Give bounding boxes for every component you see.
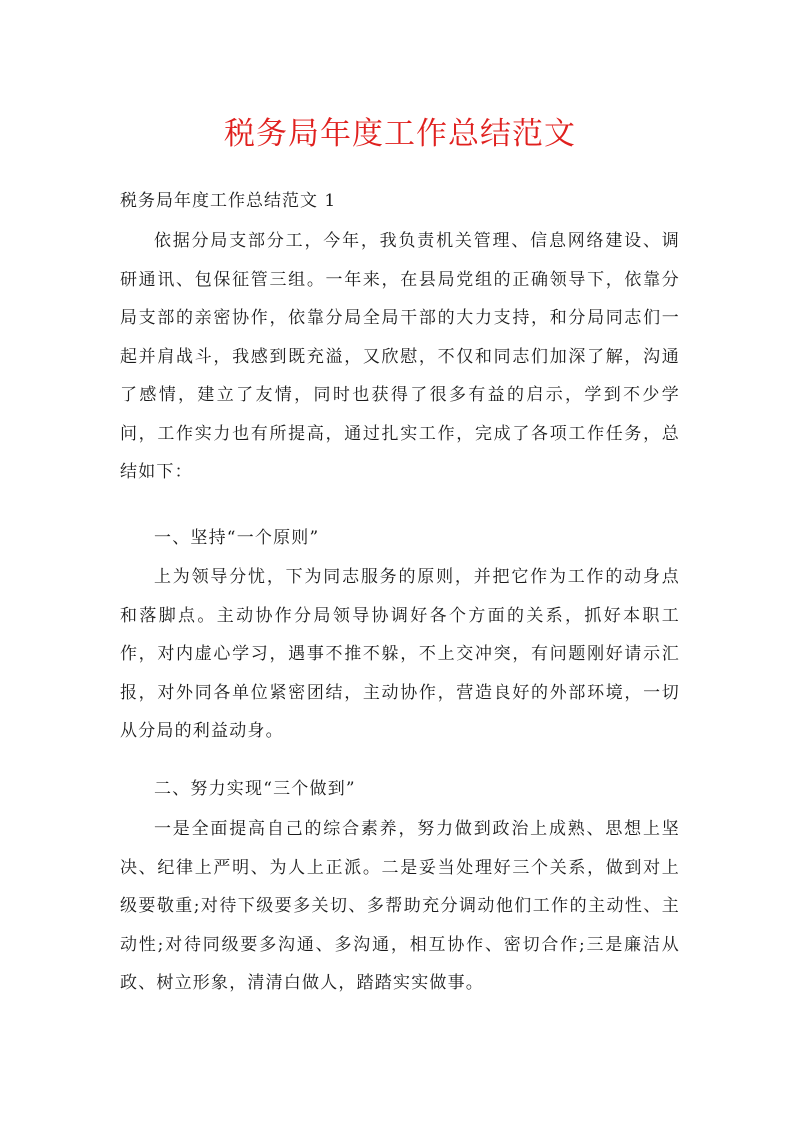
- section-heading-1: 一、坚持“一个原则”: [154, 528, 320, 548]
- paragraph-section-1: 上为领导分忧，下为同志服务的原则，并把它作为工作的动身点和落脚点。主动协作分局领导协调好各个方面的关系，抓好本职工作，对内虚心学习，遇事不推不躲，不上交冲突，有问题刚好请示汇报，对外同各单位紧密团结，主动协作，营造良好的外部环境，一切从分局的利益动身。: [120, 567, 680, 741]
- document-subtitle: 税务局年度工作总结范文 1: [120, 191, 337, 211]
- paragraph-section-2: 一是全面提高自己的综合素养，努力做到政治上成熟、思想上坚决、纪律上严明、为人上正派。二是妥当处理好三个关系，做到对上级要敬重;对待下级要多关切、多帮助充分调动他们工作的主动性、主动性;对待同级要多沟通、多沟通，相互协作、密切合作;三是廉洁从政、树立形象，清清白做人，踏踏实实做事。: [120, 819, 680, 993]
- section-heading-2: 二、努力实现“三个做到”: [154, 779, 356, 799]
- document-title: 税务局年度工作总结范文: [224, 116, 576, 152]
- paragraph-intro: 依据分局支部分工，今年，我负责机关管理、信息网络建设、调研通讯、包保征管三组。一年来，在县局党组的正确领导下，依靠分局支部的亲密协作，依靠分局全局干部的大力支持，和分局同志们一起并肩战斗，我感到既充溢，又欣慰，不仅和同志们加深了解，沟通了感情，建立了友情，同时也获得了很多有益的启示，学到不少学问，工作实力也有所提高，通过扎实工作，完成了各项工作任务，总结如下：: [120, 231, 680, 482]
